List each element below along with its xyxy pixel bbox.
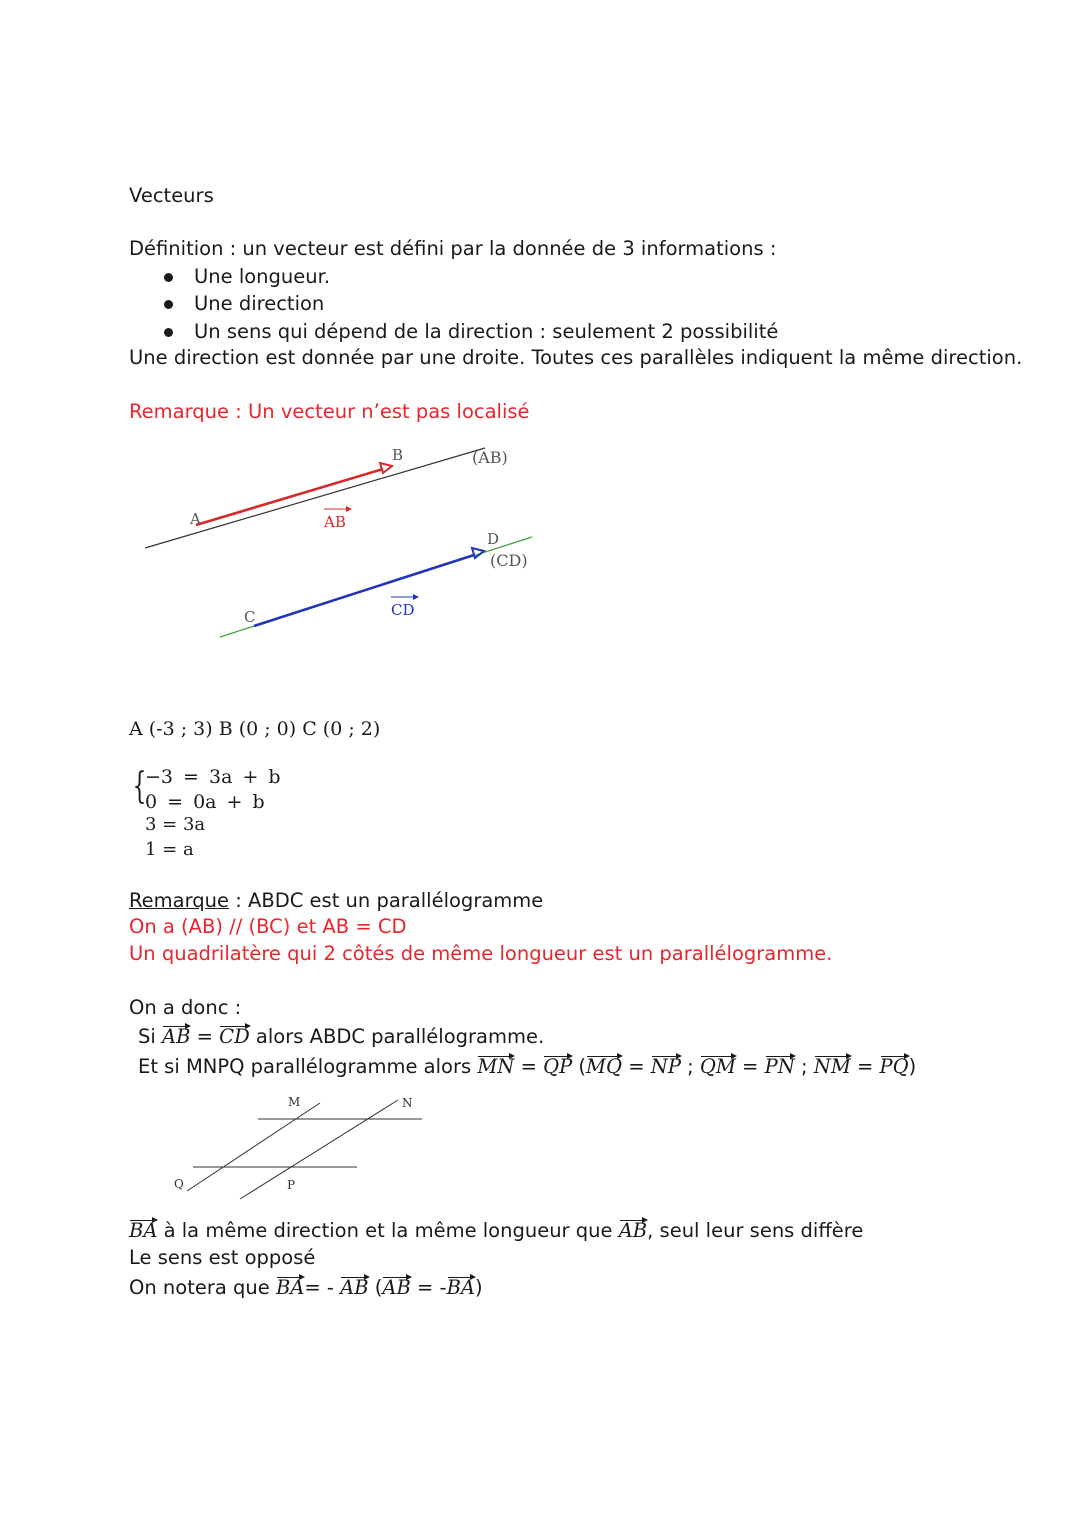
vector-cd-shaft [254, 555, 474, 626]
text: ) [475, 1276, 483, 1299]
step-1: 3 = 3a [145, 814, 206, 835]
vector-ab: AB [162, 1025, 191, 1048]
bullet-icon [164, 300, 173, 309]
equation-1: −3 = 3a + b [145, 766, 281, 788]
parallelogram-figure [160, 1090, 440, 1210]
vector-mq: MQ [586, 1055, 622, 1078]
label-p: P [287, 1178, 296, 1192]
text: , seul leur sens diffère [647, 1219, 864, 1242]
remark-text: : ABDC est un parallélogramme [229, 889, 544, 912]
points-coordinates: A (-3 ; 3) B (0 ; 0) C (0 ; 2) [129, 718, 381, 740]
vector-np: NP [650, 1055, 681, 1078]
remark-label: Remarque [129, 889, 230, 912]
label-a: A [190, 510, 201, 528]
label-line-cd: (CD) [490, 551, 528, 570]
label-c: C [244, 608, 256, 626]
vector-ab-label-arrowhead [346, 506, 352, 512]
vector-qp: QP [543, 1055, 573, 1078]
label-b: B [392, 446, 404, 464]
step-2: 1 = a [145, 839, 194, 860]
vector-ab-arrowhead [380, 463, 392, 473]
line-mq [187, 1103, 320, 1191]
bullet-icon [164, 273, 173, 282]
opposite-line-2: Le sens est opposé [129, 1246, 316, 1269]
vector-ab-shaft [196, 469, 383, 525]
vector-mn: MN [477, 1055, 515, 1078]
label-m: M [288, 1095, 301, 1109]
vector-cd-arrowhead [472, 548, 484, 558]
vector-ab: AB [618, 1219, 648, 1242]
vector-cd: CD [219, 1025, 250, 1048]
vector-pn: PN [764, 1055, 795, 1078]
definition-intro: Définition : un vecteur est défini par la donnée de 3 informations : [129, 237, 777, 260]
remark-red-1: On a (AB) // (BC) et AB = CD [129, 915, 407, 938]
line-np [240, 1100, 398, 1199]
vector-nm: NM [813, 1055, 851, 1078]
page-title: Vecteurs [129, 184, 214, 207]
text: = - [410, 1276, 447, 1299]
text: ( [368, 1276, 383, 1299]
text: Et si MNPQ parallélogramme alors [138, 1055, 478, 1078]
text: alors ABDC parallélogramme. [249, 1025, 545, 1048]
remark-parallelogram [129, 889, 543, 913]
label-vector-cd: CD [391, 601, 415, 619]
text: Si [138, 1025, 162, 1048]
remark-red-2: Un quadrilatère qui 2 côtés de même longueur est un parallélogramme. [129, 942, 833, 965]
vector-ba: BA [129, 1219, 158, 1242]
vector-ba: BA [446, 1276, 475, 1299]
direction-note: Une direction est donnée par une droite. Toutes ces parallèles indiquent la même direction. [129, 346, 1023, 369]
definition-item-1: Une longueur. [194, 265, 331, 288]
equation-2: 0 = 0a + b [145, 791, 265, 813]
text: = - [304, 1276, 341, 1299]
label-line-ab: (AB) [472, 448, 508, 467]
label-vector-ab: AB [324, 513, 346, 531]
text: = [190, 1025, 220, 1048]
system-brace: { [132, 766, 147, 807]
vector-ba: BA [275, 1276, 305, 1299]
vectors-figure [130, 440, 550, 650]
bullet-icon [164, 328, 173, 337]
conclusion-intro: On a donc : [129, 996, 242, 1019]
conclusion-line-2: Et si MNPQ parallélogramme alors MN = QP (MQ = NP ; QM = PN ; NM = PQ) [138, 1055, 917, 1078]
vector-pq: PQ [879, 1055, 909, 1078]
remark-not-localized: Remarque : Un vecteur n’est pas localisé [129, 400, 530, 423]
definition-item-3: Un sens qui dépend de la direction : seulement 2 possibilité [194, 320, 779, 343]
opposite-line-3 [129, 1276, 483, 1300]
opposite-line-1 [129, 1219, 863, 1243]
text: à la même direction et la même longueur que [157, 1219, 619, 1242]
vector-ab: AB [340, 1276, 369, 1299]
vector-cd-label-arrowhead [413, 594, 419, 600]
line-ab [145, 448, 485, 548]
vector-qm: QM [699, 1055, 736, 1078]
label-q: Q [174, 1177, 184, 1191]
label-n: N [402, 1096, 413, 1110]
text: On notera que [129, 1276, 276, 1299]
vector-ab: AB [382, 1276, 411, 1299]
definition-item-2: Une direction [194, 292, 325, 315]
conclusion-line-1 [138, 1025, 544, 1049]
label-d: D [487, 530, 500, 548]
